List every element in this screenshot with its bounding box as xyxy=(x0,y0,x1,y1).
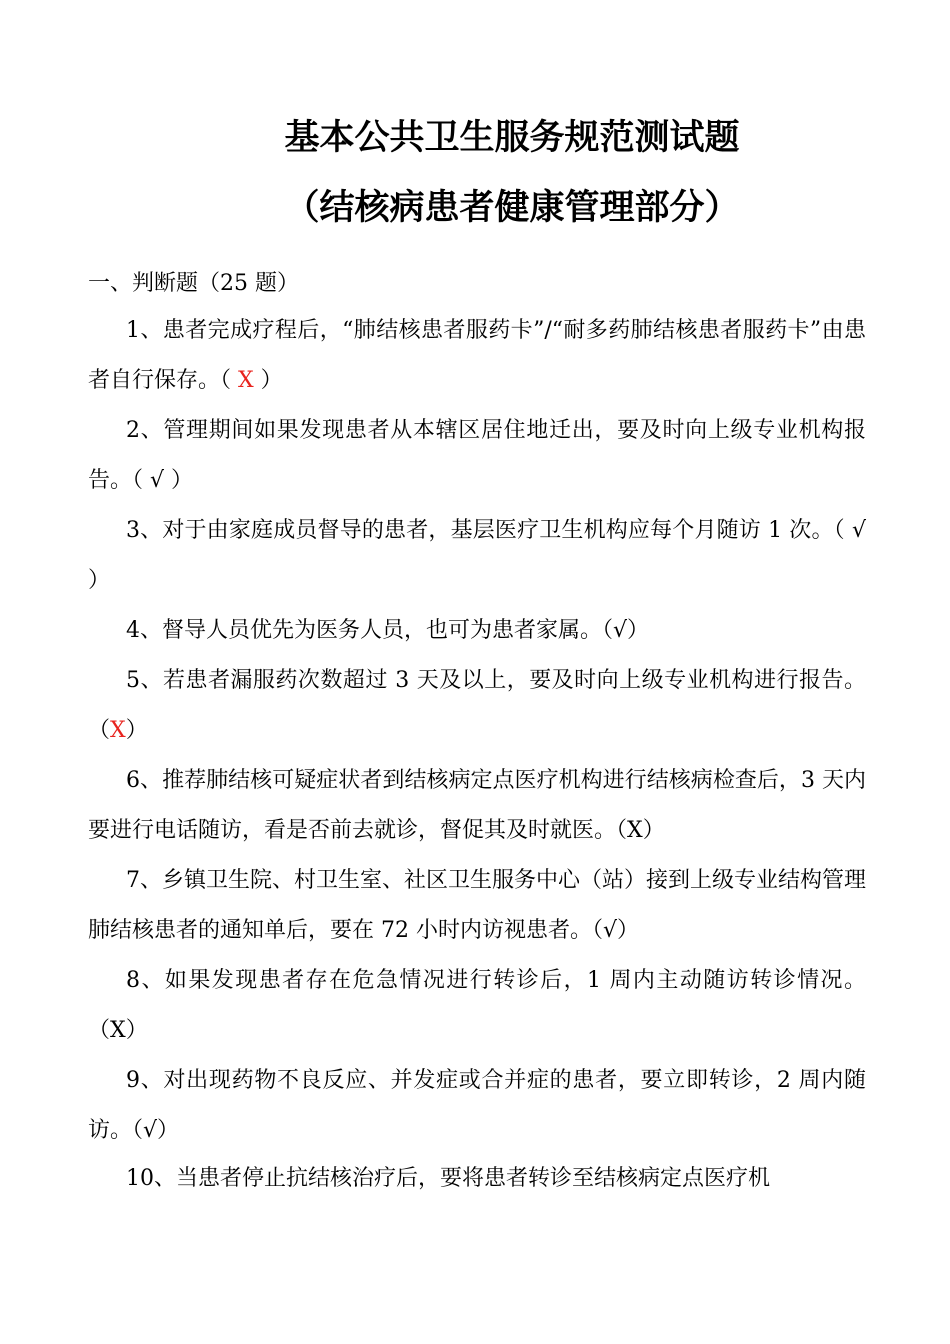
question-number: 6、 xyxy=(126,768,163,793)
question-text: 如果发现患者存在危急情况进行转诊后，1 周内主动随访转诊情况。（ xyxy=(88,968,866,1043)
question-number: 5、 xyxy=(126,668,163,693)
question-2 xyxy=(88,406,866,506)
question-1 xyxy=(88,306,866,406)
question-number: 7、 xyxy=(126,868,162,893)
question-5 xyxy=(88,656,866,756)
question-number: 1、 xyxy=(126,318,163,343)
answer-mark: X xyxy=(110,1018,126,1043)
answer-close: ） xyxy=(125,1018,148,1043)
answer-mark: X xyxy=(110,718,126,743)
answer-close: ） xyxy=(88,568,111,593)
answer-mark: X xyxy=(627,818,643,843)
question-10 xyxy=(88,1154,866,1204)
question-text: 若患者漏服药次数超过 3 天及以上，要及时向上级专业机构进行报告。（ xyxy=(88,668,866,743)
answer-mark: √ xyxy=(844,518,866,543)
question-text: 当患者停止抗结核治疗后，要将患者转诊至结核病定点医疗机 xyxy=(176,1166,771,1191)
answer-mark: √ xyxy=(613,618,628,643)
answer-mark: √ xyxy=(143,1118,158,1143)
question-text: 对于由家庭成员督导的患者，基层医疗卫生机构应每个月随访 1 次。（ xyxy=(162,518,845,543)
answer-close: ） xyxy=(260,368,283,393)
question-text: 乡镇卫生院、村卫生室、社区卫生服务中心（站）接到上级专业结构管理肺结核患者的通知单后，要在 72 小时内访视患者。（ xyxy=(88,868,867,943)
answer-close: ） xyxy=(642,818,665,843)
answer-close: ） xyxy=(171,468,194,493)
question-text: 患者完成疗程后，“肺结核患者服药卡”/“耐多药肺结核患者服药卡”由患者自行保存。（ xyxy=(88,318,867,393)
question-text: 管理期间如果发现患者从本辖区居住地迁出，要及时向上级专业机构报告。（ xyxy=(88,418,866,493)
question-3 xyxy=(88,506,866,606)
question-number: 4、 xyxy=(126,618,162,643)
question-text: 督导人员优先为医务人员，也可为患者家属。（ xyxy=(162,618,614,643)
question-7 xyxy=(88,856,866,956)
question-9 xyxy=(88,1056,866,1156)
question-4 xyxy=(88,606,866,656)
question-number: 9、 xyxy=(126,1068,164,1093)
question-number: 8、 xyxy=(126,968,165,993)
question-number: 3、 xyxy=(126,518,163,543)
answer-close: ） xyxy=(617,918,640,943)
question-text: 推荐肺结核可疑症状者到结核病定点医疗机构进行结核病检查后，3 天内要进行电话随访，看是否前去就诊，督促其及时就医。（ xyxy=(88,768,866,843)
question-6 xyxy=(88,756,866,856)
answer-mark: √ xyxy=(143,468,172,493)
answer-mark: √ xyxy=(602,918,618,943)
answer-close: ） xyxy=(627,618,650,643)
answer-close: ） xyxy=(157,1118,180,1143)
document-subtitle: （结核病患者健康管理部分） xyxy=(284,188,740,228)
document-title: 基本公共卫生服务规范测试题 xyxy=(284,118,740,158)
question-text: 对出现药物不良反应、并发症或合并症的患者，要立即转诊，2 周内随访。（ xyxy=(88,1068,866,1143)
question-8 xyxy=(88,956,866,1056)
answer-close: ） xyxy=(125,718,148,743)
question-number: 10、 xyxy=(126,1166,176,1191)
answer-mark: X xyxy=(231,368,261,393)
question-number: 2、 xyxy=(126,418,164,443)
section-heading: 一、判断题（25 题） xyxy=(88,271,299,296)
